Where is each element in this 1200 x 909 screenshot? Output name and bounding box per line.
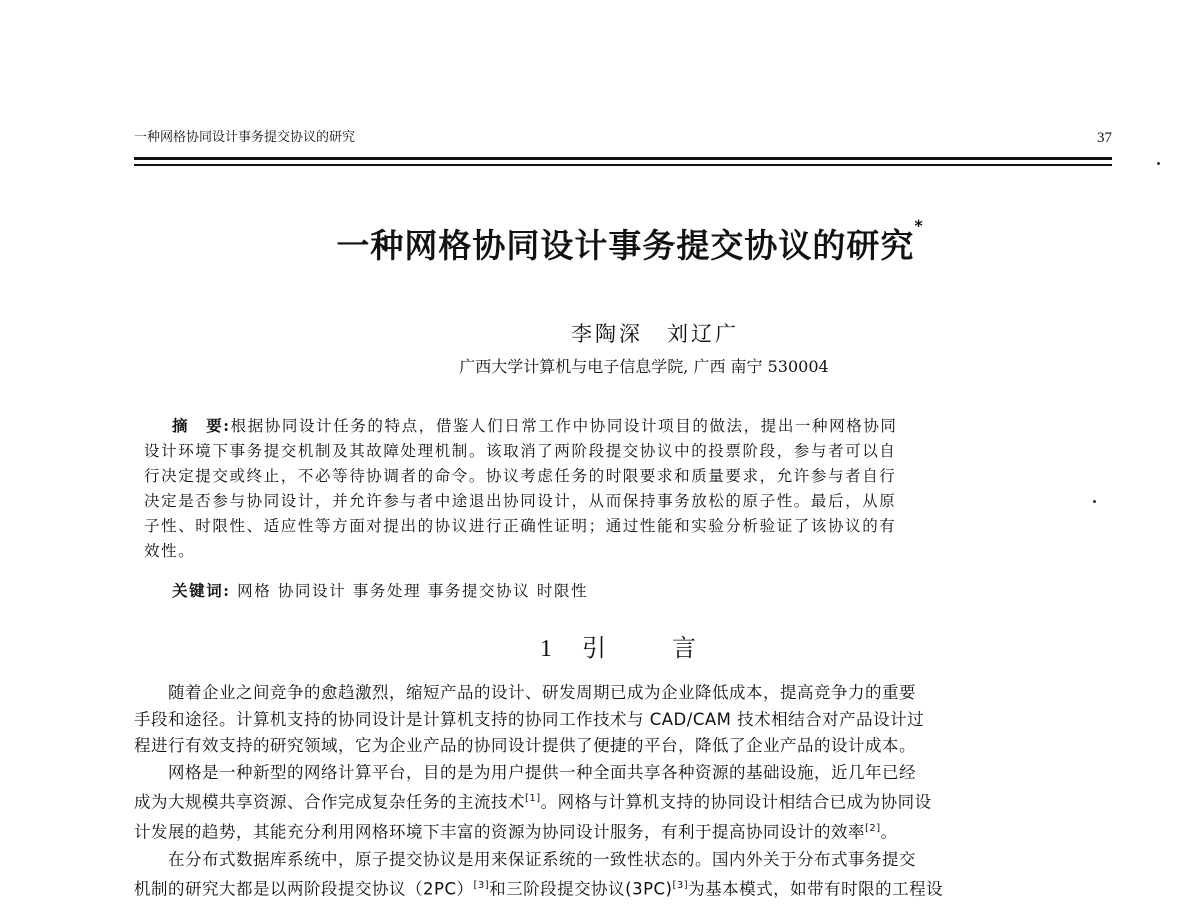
header-rule-thick [134,157,1112,160]
citation-ref[interactable]: [3] [473,880,490,892]
body-line: 程进行有效支持的研究领域，它为企业产品的协同设计提供了便捷的平台，降低了企业产品的设计成本。 [134,736,916,756]
abstract-line: 子性、时限性、适应性等方面对提出的协议进行正确性证明；通过性能和实验分析验证了该协议的有 [144,517,897,535]
page-number: 37 [1097,130,1112,146]
keywords [172,579,588,601]
keywords-label: 关键词: [172,581,231,600]
body-line: 手段和途径。计算机支持的协同设计是计算机支持的协同工作技术与 CAD/CAM 技术相结合对产品设计过 [134,709,925,729]
citation-ref[interactable]: [3] [672,880,689,892]
running-head [134,128,1112,148]
body-line: 网格是一种新型的网络计算平台，目的是为用户提供一种全面共享各种资源的基础设施，近几年已经 [168,762,916,782]
body-line: 成为大规模共享资源、合作完成复杂任务的主流技术[1]。网格与计算机支持的协同设计相结合已成为协同设 [134,792,932,812]
header-rule-thin [134,164,1112,166]
body-line: 计发展的趋势，其能充分利用网格环境下丰富的资源为协同设计服务，有利于提高协同设计的效率[2]。 [134,822,898,842]
abstract-line: 摘 要:根据协同设计任务的特点，借鉴人们日常工作中协同设计项目的做法，提出一种网格协同 [172,416,898,435]
body-line: 随着企业之间竞争的愈趋激烈，缩短产品的设计、研发周期已成为企业降低成本，提高竞争力的重要 [168,683,916,702]
paper-title [0,216,1200,267]
abstract-line: 决定是否参与协同设计，并允许参与者中途退出协同设计，从而保持事务放松的原子性。最后，从原 [144,492,897,510]
abstract-line: 效性。 [144,542,196,560]
affiliation: 广西大学计算机与电子信息学院, 广西 南宁 530004 [459,357,829,376]
section-number: 1 [540,636,552,662]
abstract-label: 摘 要: [172,416,231,435]
body-text [134,680,1114,903]
scan-speck [1157,162,1160,165]
section-title-part2: 言 [672,636,696,662]
citation-ref[interactable]: [2] [865,823,881,835]
authors: 李陶深 刘辽广 [571,322,739,346]
paper-title-text: 一种网格协同设计事务提交协议的研究 [336,226,915,265]
title-footnote-mark: * [914,216,924,235]
scan-speck [1093,500,1096,503]
body-line: 在分布式数据库系统中，原子提交协议是用来保证系统的一致性状态的。国内外关于分布式事务提交 [168,849,916,869]
running-head-title: 一种网格协同设计事务提交协议的研究 [134,130,356,145]
section-heading [540,628,696,663]
abstract-line: 行决定提交或终止，不必等待协调者的命令。协议考虑任务的时限要求和质量要求，允许参与者自行 [144,467,897,485]
citation-ref[interactable]: [1] [525,793,541,805]
abstract-line: 设计环境下事务提交机制及其故障处理机制。该取消了两阶段提交协议中的投票阶段，参与者可以自 [144,442,897,460]
body-line: 机制的研究大都是以两阶段提交协议（2PC）[3]和三阶段提交协议(3PC)[3]为基本模式，如带有时限的工程设 [134,879,944,899]
keywords-list: 网格 协同设计 事务处理 事务提交协议 时限性 [237,582,589,600]
section-title-part1: 引 [582,636,606,662]
abstract [144,413,1090,564]
